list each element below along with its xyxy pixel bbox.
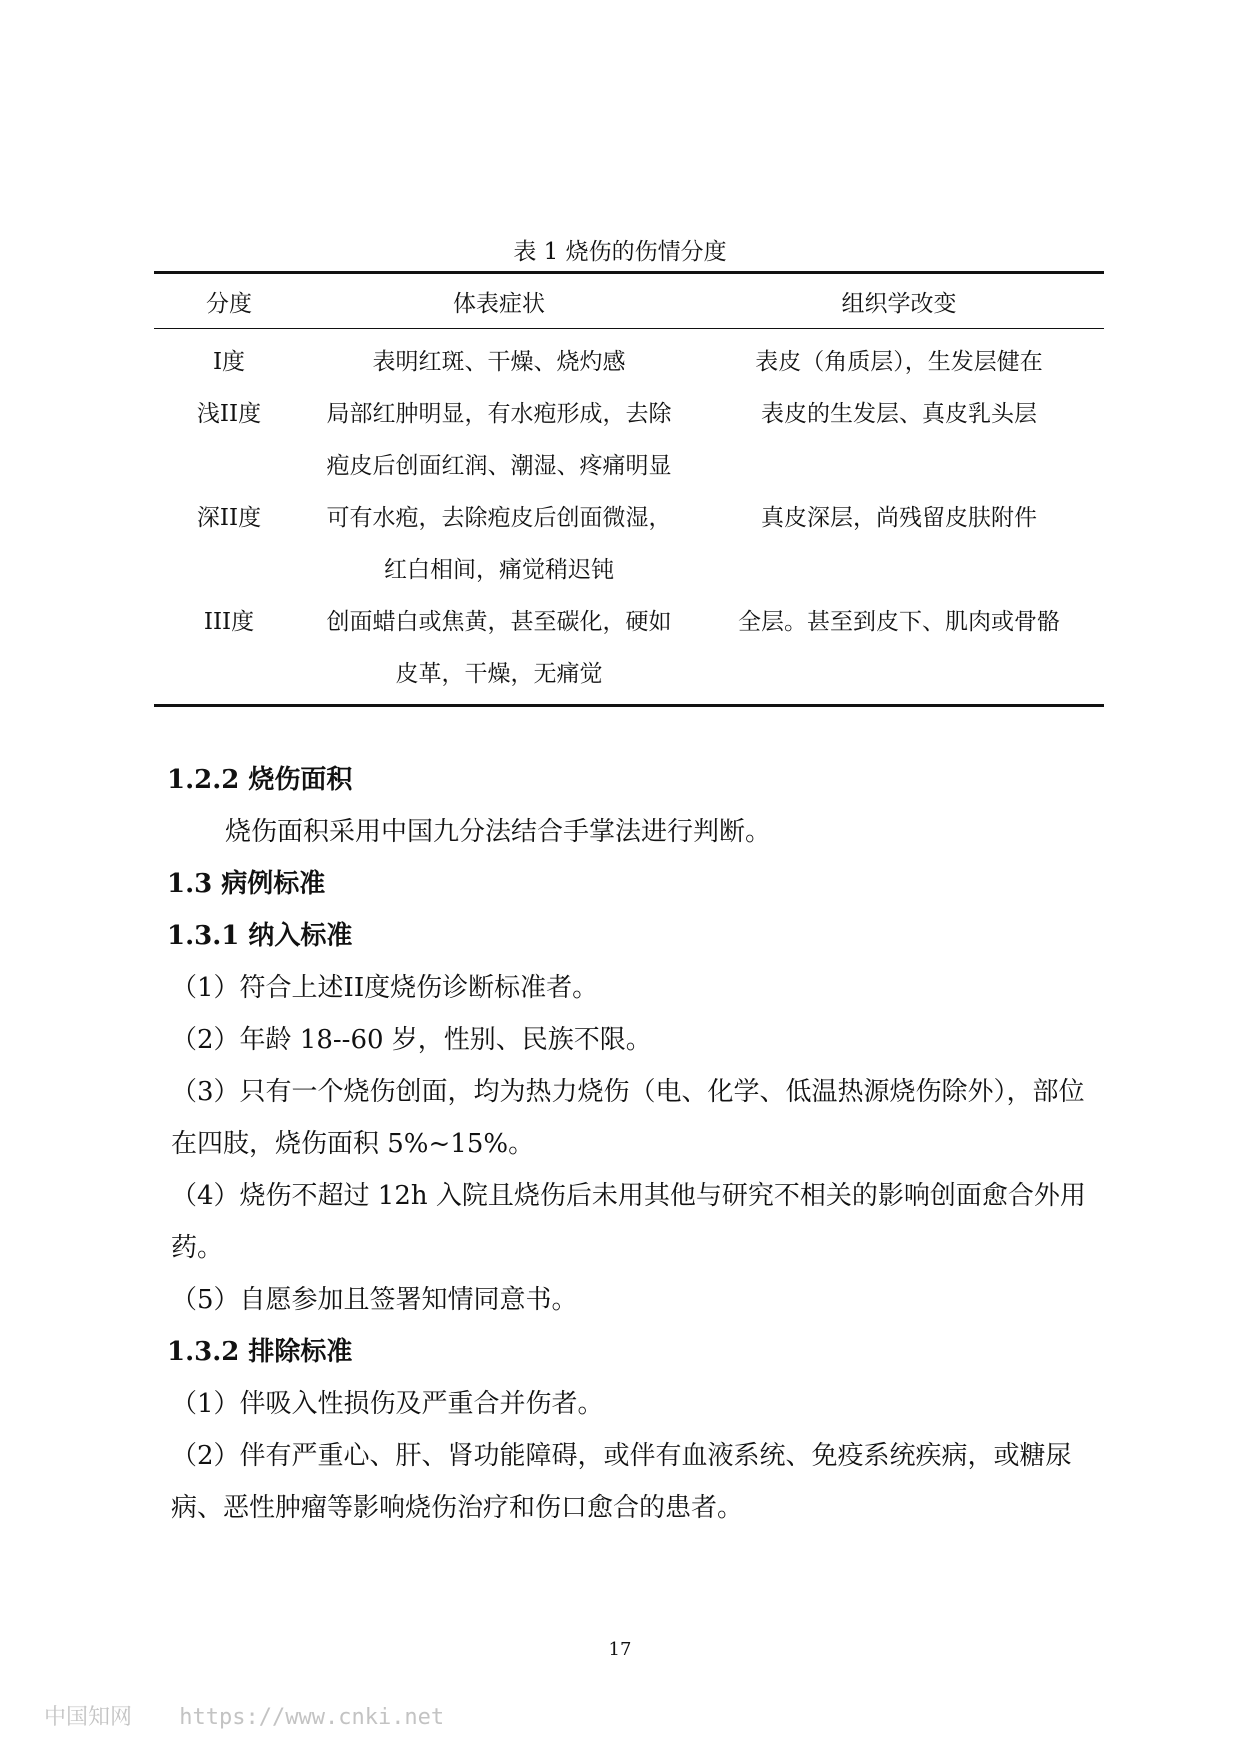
symptom-cell bbox=[304, 329, 694, 389]
exclusion-item: （1）伴吸入性损伤及严重合并伤者。 bbox=[171, 1389, 604, 1419]
burn-severity-table bbox=[154, 271, 1104, 707]
section-heading-1-3: 1.3 病例标准 bbox=[167, 869, 326, 899]
table-header-row bbox=[154, 273, 1104, 329]
degree-cell: 浅II度 bbox=[196, 401, 262, 427]
symptom-line: 局部红肿明显，有水疱形成，去除 bbox=[326, 401, 672, 427]
symptom-line: 皮革，干燥，无痛觉 bbox=[395, 661, 603, 687]
inclusion-item: （5）自愿参加且签署知情同意书。 bbox=[171, 1285, 578, 1315]
histology-cell: 全层。甚至到皮下、肌肉或骨骼 bbox=[738, 609, 1060, 635]
symptom-line: 可有水疱，去除疱皮后创面微湿， bbox=[326, 505, 672, 531]
symptom-line: 红白相间，痛觉稍迟钝 bbox=[384, 557, 614, 583]
table-caption: 表 1 烧伤的伤情分度 bbox=[513, 239, 727, 265]
symptom-line: 表明红斑、干燥、烧灼感 bbox=[372, 349, 626, 375]
exclusion-item: （2）伴有严重心、肝、肾功能障碍，或伴有血液系统、免疫系统疾病，或糖尿病、恶性肿瘤等影响烧伤治疗和伤口愈合的患者。 bbox=[171, 1441, 1072, 1523]
table-row bbox=[154, 329, 1104, 389]
body-text bbox=[167, 754, 1102, 1534]
histology-cell: 表皮（角质层），生发层健在 bbox=[755, 349, 1043, 375]
symptom-line: 疱皮后创面红润、潮湿、疼痛明显 bbox=[326, 453, 672, 479]
header-histology: 组织学改变 bbox=[841, 290, 957, 317]
watermark-url: https://www.cnki.net bbox=[179, 1705, 445, 1730]
symptom-cell bbox=[304, 492, 694, 596]
table-row bbox=[154, 492, 1104, 596]
header-degree: 分度 bbox=[206, 290, 252, 317]
inclusion-item: （2）年龄 18--60 岁，性别、民族不限。 bbox=[171, 1025, 652, 1055]
symptom-cell bbox=[304, 388, 694, 492]
inclusion-item: （4）烧伤不超过 12h 入院且烧伤后未用其他与研究不相关的影响创面愈合外用药。 bbox=[171, 1181, 1086, 1263]
header-symptoms: 体表症状 bbox=[453, 290, 545, 317]
watermark-brand: 中国知网 bbox=[44, 1705, 133, 1730]
inclusion-item: （3）只有一个烧伤创面，均为热力烧伤（电、化学、低温热源烧伤除外），部位在四肢，烧伤面积 5%~15%。 bbox=[171, 1077, 1085, 1159]
paragraph: 烧伤面积采用中国九分法结合手掌法进行判断。 bbox=[225, 817, 772, 847]
section-heading-1-3-2: 1.3.2 排除标准 bbox=[167, 1337, 353, 1367]
symptom-line: 创面蜡白或焦黄，甚至碳化，硬如 bbox=[326, 609, 672, 635]
table-row bbox=[154, 388, 1104, 492]
table-row bbox=[154, 596, 1104, 706]
section-heading-1-3-1: 1.3.1 纳入标准 bbox=[167, 921, 353, 951]
histology-cell: 真皮深层，尚残留皮肤附件 bbox=[761, 505, 1037, 531]
symptom-cell bbox=[304, 596, 694, 706]
section-heading-1-2-2: 1.2.2 烧伤面积 bbox=[167, 765, 353, 795]
inclusion-item: （1）符合上述II度烧伤诊断标准者。 bbox=[171, 973, 599, 1003]
page-number: 17 bbox=[608, 1639, 632, 1660]
cnki-watermark bbox=[44, 1700, 444, 1731]
degree-cell: 深II度 bbox=[196, 505, 262, 531]
degree-cell: III度 bbox=[203, 609, 255, 635]
histology-cell: 表皮的生发层、真皮乳头层 bbox=[761, 401, 1037, 427]
degree-cell: I度 bbox=[212, 349, 246, 375]
